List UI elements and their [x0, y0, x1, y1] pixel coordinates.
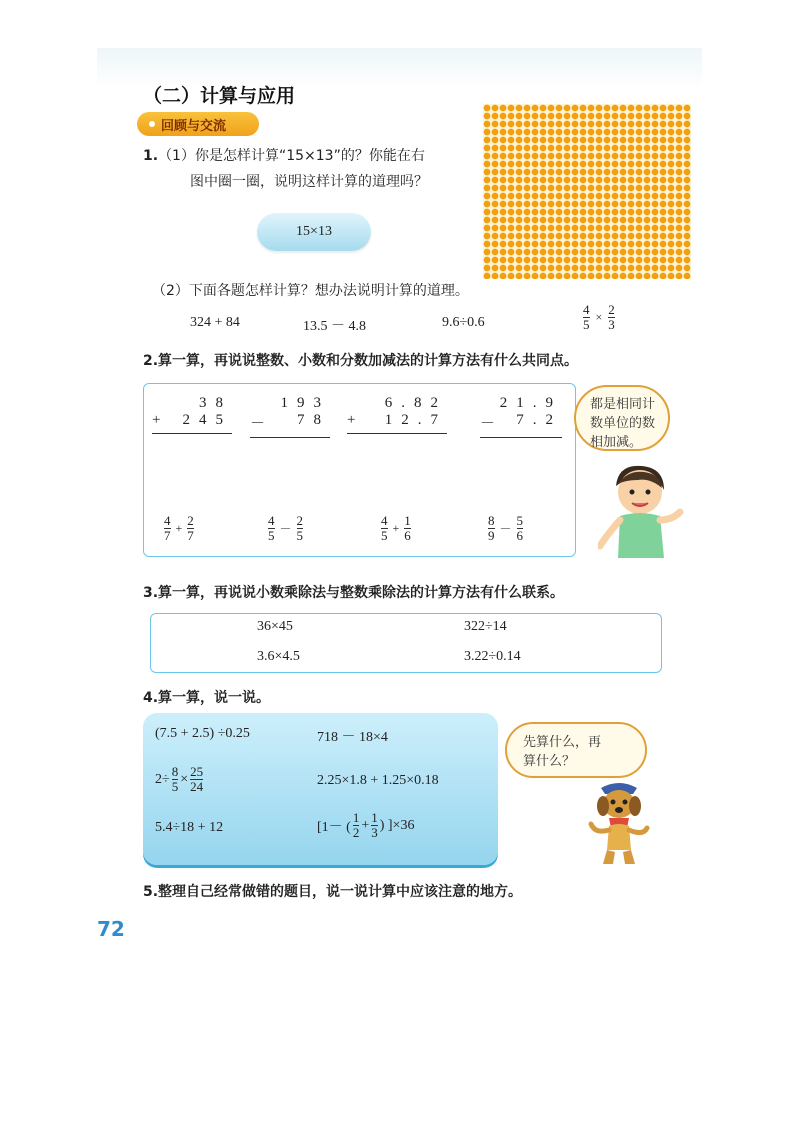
numerator: 2 [296, 513, 304, 528]
expr-prefix: 2÷ [155, 771, 170, 787]
numerator: 5 [516, 513, 524, 528]
numerator: 2 [187, 513, 194, 528]
section-title: （二）计算与应用 [143, 85, 296, 107]
operator: － [499, 522, 512, 536]
column-op: + [152, 412, 161, 428]
operator: + [392, 521, 400, 535]
bubble-line: 都是相同计 [590, 397, 656, 412]
badge-dot-icon [149, 121, 155, 127]
column-bottom: 7.2 [516, 412, 562, 428]
bubble-line: 先算什么，再 [523, 735, 602, 750]
fraction [404, 514, 411, 543]
q4-expr-4: 2.25×1.8 + 1.25×0.18 [317, 773, 439, 788]
review-badge [137, 112, 259, 136]
fraction [164, 514, 171, 543]
numerator: 8 [488, 513, 495, 528]
page-number: 72 [97, 917, 125, 941]
dot-array-grid [483, 104, 691, 279]
fraction [190, 765, 203, 794]
q3-expr-2: 322÷14 [464, 619, 507, 634]
q3-expr-1: 36×45 [257, 619, 293, 634]
q3-text: 3.算一算，再说说小数乘除法与整数乘除法的计算方法有什么联系。 [143, 585, 565, 601]
column-ruler [152, 433, 232, 434]
column-ruler [250, 437, 330, 438]
numerator: 1 [371, 810, 378, 825]
column-row [480, 412, 562, 433]
numerator: 8 [171, 764, 179, 779]
q2-column-4 [480, 395, 562, 438]
q2-fraction-2 [268, 514, 303, 543]
denominator: 5 [381, 528, 388, 543]
operator: － [279, 522, 292, 536]
bubble-line: 算什么？ [523, 754, 576, 769]
denominator: 3 [608, 317, 615, 332]
operator: + [175, 521, 183, 535]
operator: × [595, 310, 603, 324]
denominator: 5 [268, 528, 275, 543]
column-op: － [250, 416, 266, 432]
badge-label: 回顾与交流 [161, 118, 227, 134]
denominator: 5 [583, 317, 590, 332]
numerator: 4 [381, 513, 388, 528]
column-top: 193 [280, 395, 330, 411]
q1-expression-pill [257, 213, 371, 251]
fraction [268, 514, 275, 543]
q1-line1 [143, 145, 425, 167]
denominator: 24 [190, 779, 204, 794]
q2-column-3 [347, 395, 447, 434]
q4-expr-6 [317, 811, 414, 840]
q2-column-1 [152, 395, 232, 434]
fraction [381, 514, 388, 543]
column-bottom: 245 [182, 412, 232, 428]
q2-fraction-1 [164, 514, 194, 543]
denominator: 5 [296, 528, 304, 543]
column-op: + [347, 412, 356, 428]
q1-number: 1. [143, 148, 159, 164]
dog-illustration [585, 780, 655, 868]
column-bottom: 12.7 [384, 412, 447, 428]
column-top: 38 [199, 395, 232, 411]
speech-bubble-dog [505, 722, 647, 778]
q4-expr-5: 5.4÷18 + 12 [155, 820, 224, 835]
speech-bubble-boy [574, 385, 670, 451]
column-top: 21.9 [499, 395, 562, 411]
q3-work-box [150, 613, 662, 673]
fraction [297, 514, 304, 543]
boy-illustration [598, 462, 690, 562]
numerator: 2 [608, 302, 615, 317]
column-row [347, 412, 447, 429]
column-row [250, 412, 330, 433]
q1-part1-line2: 图中圈一圈，说明这样计算的道理吗？ [190, 174, 428, 190]
q4-expr-2: 718 － 18×4 [317, 730, 388, 745]
q1-expr-1: 324 + 84 [190, 315, 240, 330]
numerator: 4 [583, 302, 590, 317]
numerator: 1 [404, 513, 411, 528]
operator: × [180, 771, 189, 787]
numerator: 25 [190, 764, 204, 779]
column-top: 6.82 [384, 395, 447, 411]
numerator: 4 [164, 513, 171, 528]
fraction [488, 514, 495, 543]
bubble-line: 相加减。 [590, 435, 643, 450]
q2-column-2 [250, 395, 330, 438]
q4-text: 4.算一算，说一说。 [143, 690, 271, 706]
denominator: 7 [187, 528, 194, 543]
operator: + [361, 817, 370, 833]
column-ruler [480, 437, 562, 438]
q3-expr-4: 3.22÷0.14 [464, 649, 521, 664]
denominator: 6 [404, 528, 411, 543]
q1-pill-expr: 15×13 [296, 224, 332, 239]
q2-text: 2.算一算，再说说整数、小数和分数加减法的计算方法有什么共同点。 [143, 353, 579, 369]
denominator: 9 [488, 528, 495, 543]
denominator: 2 [352, 825, 360, 840]
q2-fraction-3 [381, 514, 411, 543]
q1-expr-2: 13.5 － 4.8 [303, 319, 366, 334]
q1-fraction-expr [583, 303, 615, 332]
column-bottom: 78 [297, 412, 330, 428]
q1-part2-line: （2）下面各题怎样计算？想办法说明计算的道理。 [152, 283, 469, 299]
denominator: 6 [516, 528, 524, 543]
fraction [172, 765, 179, 794]
denominator: 7 [164, 528, 171, 543]
denominator: 5 [171, 779, 179, 794]
q2-fraction-4 [488, 514, 523, 543]
denominator: 3 [371, 825, 378, 840]
q4-expr-3 [155, 765, 203, 794]
bubble-line: 数单位的数 [590, 416, 656, 431]
fraction [608, 303, 615, 332]
q4-expr-1: (7.5 + 2.5) ÷0.25 [155, 726, 250, 741]
column-ruler [347, 433, 447, 434]
column-row [152, 412, 232, 429]
fraction [517, 514, 524, 543]
q5-text: 5.整理自己经常做错的题目，说一说计算中应该注意的地方。 [143, 884, 523, 900]
expr-open: [1－ ( [317, 819, 351, 835]
fraction [583, 303, 590, 332]
q3-expr-3: 3.6×4.5 [257, 649, 300, 664]
fraction [371, 811, 378, 840]
numerator: 4 [268, 513, 275, 528]
numerator: 1 [352, 810, 360, 825]
column-op: － [480, 416, 496, 432]
q1-expr-3: 9.6÷0.6 [442, 315, 485, 330]
fraction [353, 811, 360, 840]
expr-close: ) ]×36 [379, 817, 415, 833]
fraction [187, 514, 194, 543]
q1-part1-line1: （1）你是怎样计算“15×13”的？你能在右 [158, 148, 425, 164]
